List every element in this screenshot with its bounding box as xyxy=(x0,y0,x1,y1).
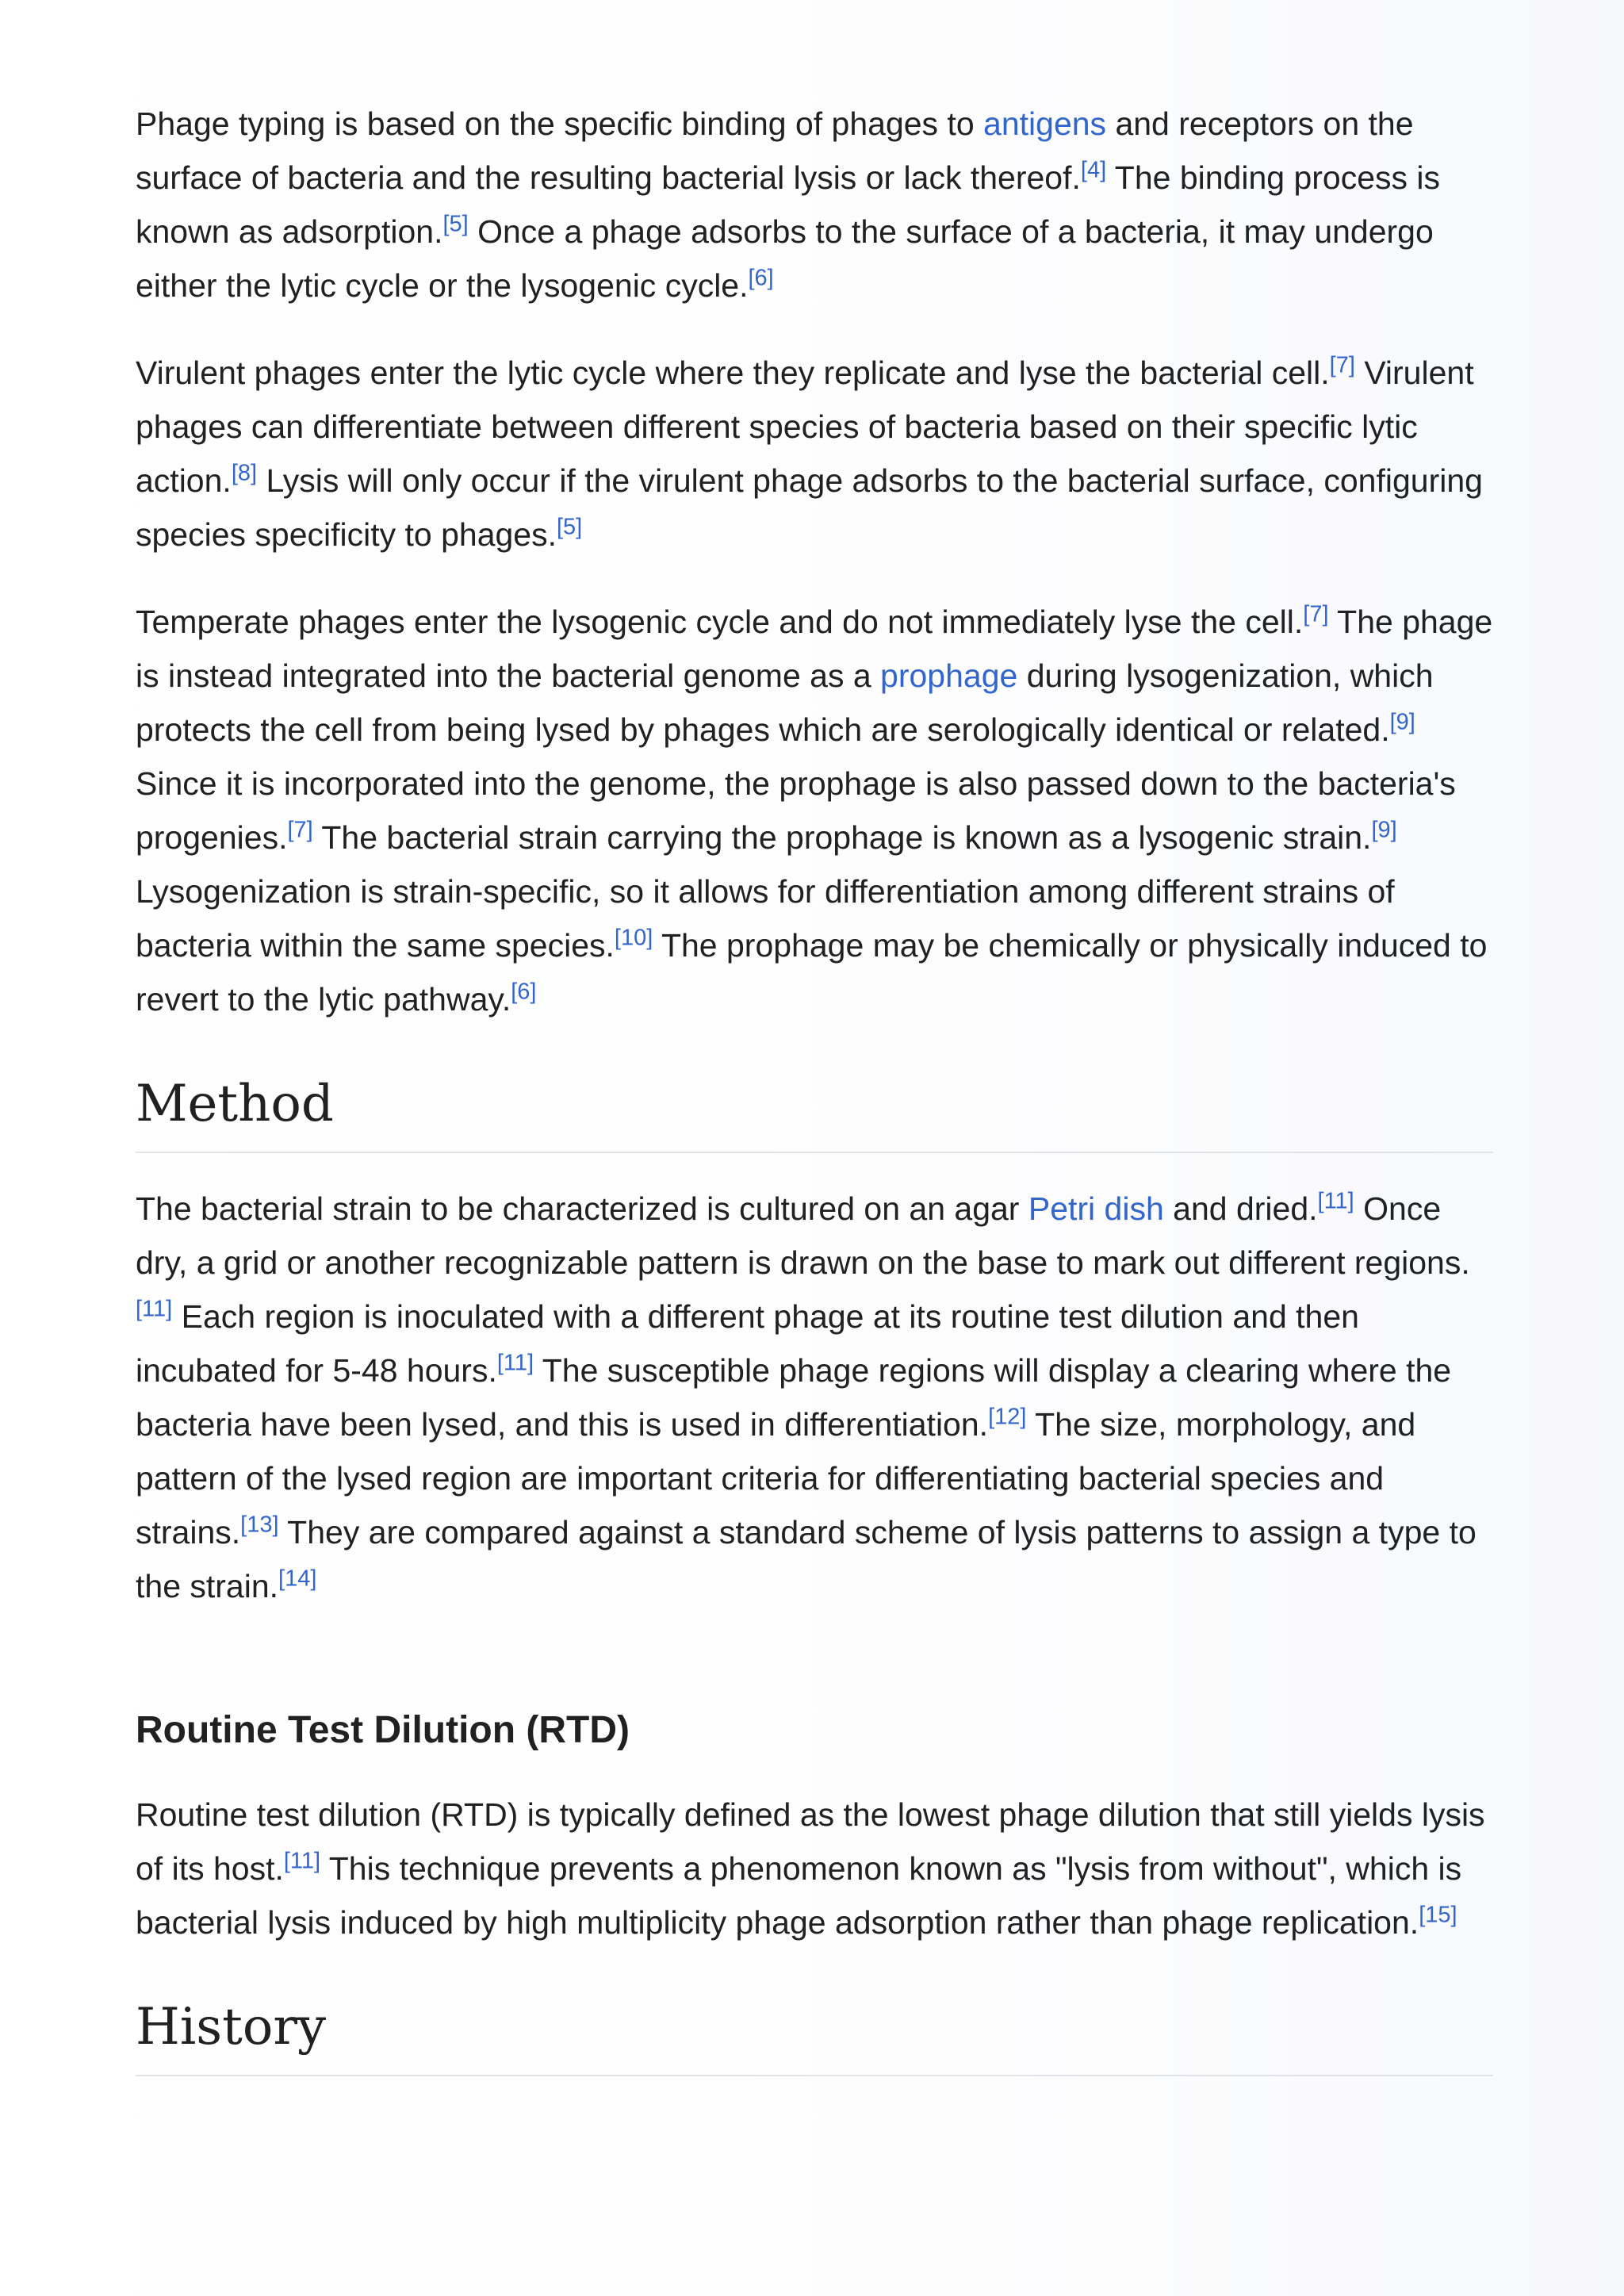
citation-link[interactable]: [15] xyxy=(1419,1902,1457,1928)
citation-ref xyxy=(749,265,774,290)
citation-link[interactable]: [4] xyxy=(1080,157,1107,183)
text-run: Once a phage adsorbs to the surface of a bacteria, it may undergo either the lytic cycle or the lysogenic cycle. xyxy=(136,213,1434,304)
citation-ref xyxy=(615,925,653,950)
text-run: Once dry, a grid or another recognizable pattern is drawn on the base to mark out different regions. xyxy=(136,1190,1470,1281)
section-heading-method: Method xyxy=(136,1072,1493,1153)
text-run: The prophage may be chemically or physically induced to revert to the lytic pathway. xyxy=(136,927,1488,1018)
text-run: Each region is inoculated with a different phage at its routine test dilution and then incubated for 5-48 hours. xyxy=(136,1298,1359,1389)
citation-ref xyxy=(497,1350,534,1375)
citation-link[interactable]: [11] xyxy=(283,1848,321,1874)
article-link[interactable]: antigens xyxy=(983,105,1107,142)
text-run: Temperate phages enter the lysogenic cycle and do not immediately lyse the cell. xyxy=(136,604,1304,640)
text-run: The phage is instead integrated into the bacterial genome as a xyxy=(136,604,1493,694)
citation-link[interactable]: [10] xyxy=(614,925,653,951)
citation-ref xyxy=(1081,157,1106,182)
paragraph-temperate-phages xyxy=(136,595,1493,1026)
citation-ref xyxy=(278,1566,316,1591)
text-run: Lysis will only occur if the virulent phage adsorbs to the bacterial surface, configuring species specificity to phages. xyxy=(136,462,1483,553)
citation-link[interactable]: [5] xyxy=(442,211,469,237)
citation-ref xyxy=(232,460,257,485)
citation-ref xyxy=(136,1296,172,1321)
citation-ref xyxy=(1371,817,1396,842)
citation-ref xyxy=(1390,709,1415,734)
citation-link[interactable]: [11] xyxy=(496,1350,534,1376)
citation-link[interactable]: [5] xyxy=(557,514,583,540)
citation-link[interactable]: [8] xyxy=(231,460,258,486)
citation-link[interactable]: [11] xyxy=(1317,1188,1354,1214)
text-run: during lysogenization, which protects the cell from being lysed by phages which are serologically identical or related. xyxy=(136,657,1434,748)
article-link[interactable]: prophage xyxy=(880,657,1018,694)
citation-ref xyxy=(287,817,312,842)
paragraph-virulent-phages xyxy=(136,346,1493,562)
citation-ref xyxy=(988,1404,1026,1429)
citation-ref xyxy=(240,1512,278,1537)
citation-link[interactable]: [14] xyxy=(278,1566,317,1592)
text-run: and receptors on the surface of bacteria and the resulting bacterial lysis or lack thereof. xyxy=(136,105,1414,196)
text-run: The susceptible phage regions will display a clearing where the bacteria have been lysed, and this is used in differentiation. xyxy=(136,1352,1452,1443)
citation-ref xyxy=(511,979,536,1004)
article-body xyxy=(136,97,1493,2105)
text-run: Since it is incorporated into the genome, the prophage is also passed down to the bacteria's progenies. xyxy=(136,765,1456,856)
paragraph-rtd xyxy=(136,1788,1493,1949)
paragraph-method xyxy=(136,1182,1493,1613)
article-link[interactable]: Petri dish xyxy=(1028,1190,1164,1227)
section-heading-history: History xyxy=(136,1995,1493,2076)
text-run: The bacterial strain to be characterized is cultured on an agar xyxy=(136,1190,1028,1227)
citation-link[interactable]: [6] xyxy=(511,979,537,1005)
citation-link[interactable]: [11] xyxy=(136,1296,173,1322)
text-run: The bacterial strain carrying the prophage is known as a lysogenic strain. xyxy=(312,819,1372,856)
citation-link[interactable]: [7] xyxy=(1303,601,1329,627)
text-run: Phage typing is based on the specific binding of phages to xyxy=(136,105,984,142)
citation-ref xyxy=(1419,1902,1457,1927)
citation-ref xyxy=(442,211,468,236)
paragraph-phage-binding xyxy=(136,97,1493,312)
text-run: The size, morphology, and pattern of the lysed region are important criteria for differentiating bacterial species and strains. xyxy=(136,1406,1416,1550)
text-run: Routine test dilution (RTD) is typically defined as the lowest phage dilution that still yields lysis of its host. xyxy=(136,1796,1485,1887)
text-run: Virulent phages can differentiate between different species of bacteria based on their specific lytic action. xyxy=(136,355,1474,499)
citation-link[interactable]: [7] xyxy=(1329,352,1355,378)
citation-link[interactable]: [7] xyxy=(287,817,313,843)
text-run: Lysogenization is strain-specific, so it allows for differentiation among different strains of bacteria within the same species. xyxy=(136,873,1395,964)
citation-ref xyxy=(1330,352,1355,378)
text-run: The binding process is known as adsorption. xyxy=(136,159,1441,250)
citation-link[interactable]: [9] xyxy=(1389,709,1415,735)
subsection-heading-rtd: Routine Test Dilution (RTD) xyxy=(136,1709,630,1751)
citation-ref xyxy=(1318,1188,1354,1213)
citation-link[interactable]: [12] xyxy=(988,1404,1027,1430)
citation-link[interactable]: [13] xyxy=(240,1512,279,1538)
citation-link[interactable]: [6] xyxy=(748,265,774,291)
citation-ref xyxy=(557,514,582,539)
text-run: Virulent phages enter the lytic cycle where they replicate and lyse the bacterial cell. xyxy=(136,355,1330,391)
text-run: They are compared against a standard scheme of lysis patterns to assign a type to the strain. xyxy=(136,1514,1477,1604)
citation-ref xyxy=(284,1848,320,1873)
text-run: This technique prevents a phenomenon known as "lysis from without", which is bacterial lysis induced by high multiplicity phage adsorption rather than phage replication. xyxy=(136,1850,1462,1941)
text-run: and dried. xyxy=(1163,1190,1318,1227)
citation-ref xyxy=(1303,601,1328,627)
citation-link[interactable]: [9] xyxy=(1371,817,1397,843)
